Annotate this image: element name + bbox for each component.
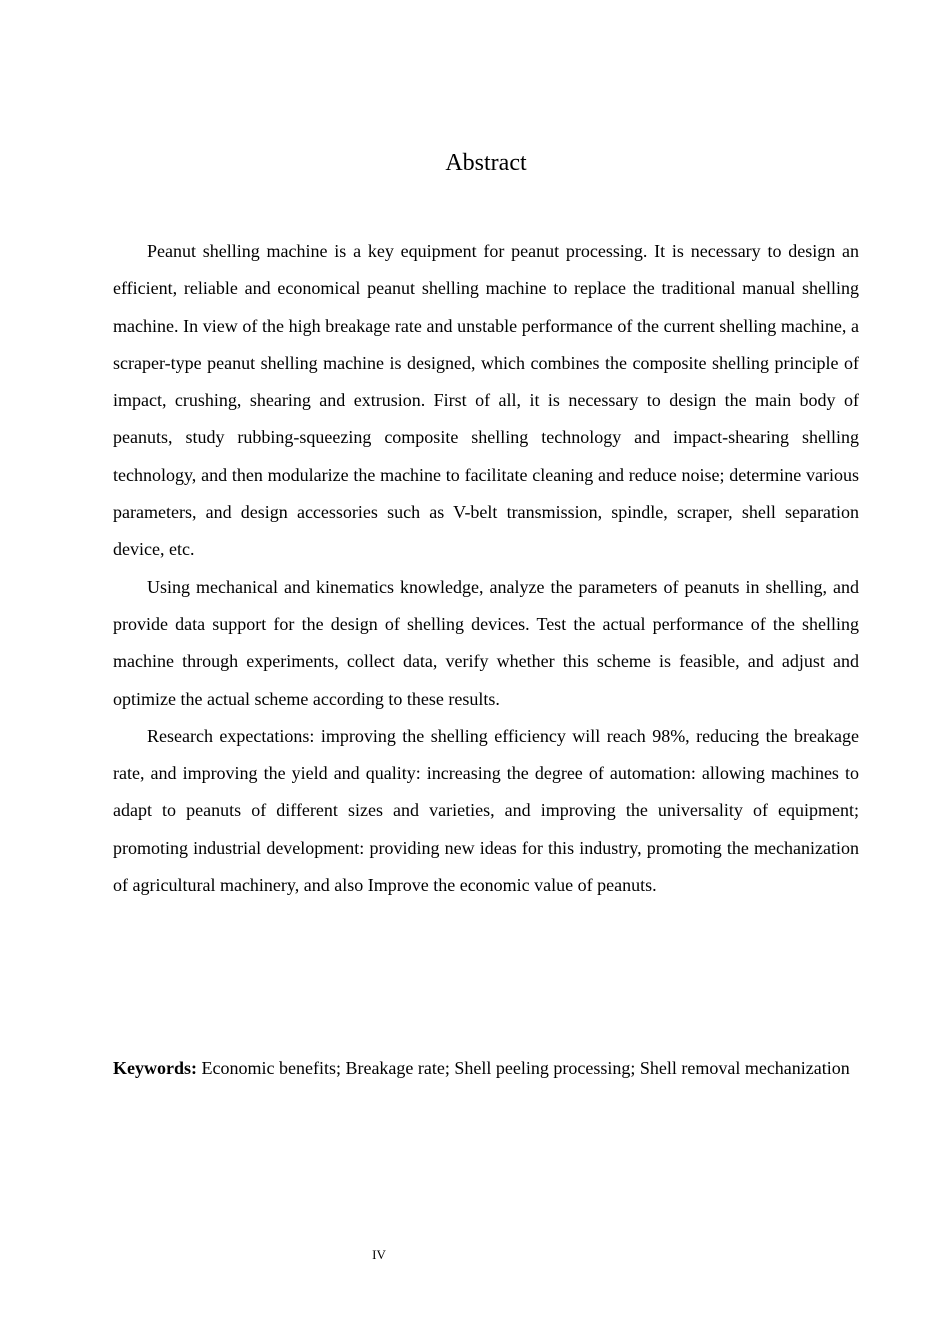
keywords-label: Keywords: [113, 1058, 197, 1078]
keywords-line [113, 1050, 859, 1087]
abstract-paragraph-3: Research expectations: improving the shelling efficiency will reach 98%, reducing the breakage rate, and improving the yield and quality: increasing the degree of automation: allowing machines to adapt to peanuts of different sizes and varieties, and improving the universality of equipment; promoting industrial development: providing new ideas for this industry, promoting the mechanization of agricultural machinery, and also Improve the economic value of peanuts. [113, 725, 859, 896]
page-number: IV [372, 1247, 386, 1262]
abstract-body [113, 233, 859, 904]
abstract-paragraph-2: Using mechanical and kinematics knowledge, analyze the parameters of peanuts in shelling, and provide data support for the design of shelling devices. Test the actual performance of the shelling machine through experiments, collect data, verify whether this scheme is feasible, and adjust and optimize the actual scheme according to these results. [113, 576, 859, 709]
page-title: Abstract [445, 150, 527, 176]
abstract-paragraph-1: Peanut shelling machine is a key equipment for peanut processing. It is necessary to design an efficient, reliable and economical peanut shelling machine to replace the traditional manual shelling machine. In view of the high breakage rate and unstable performance of the current shelling machine, a scraper-type peanut shelling machine is designed, which combines the composite shelling principle of impact, crushing, shearing and extrusion. First of all, it is necessary to design the main body of peanuts, study rubbing-squeezing composite shelling technology and impact-shearing shelling technology, and then modularize the machine to facilitate cleaning and reduce noise; determine various parameters, and design accessories such as V-belt transmission, spindle, scraper, shell separation device, etc. [113, 241, 859, 560]
keywords-text: Economic benefits; Breakage rate; Shell peeling processing; Shell removal mechanization [201, 1058, 850, 1078]
